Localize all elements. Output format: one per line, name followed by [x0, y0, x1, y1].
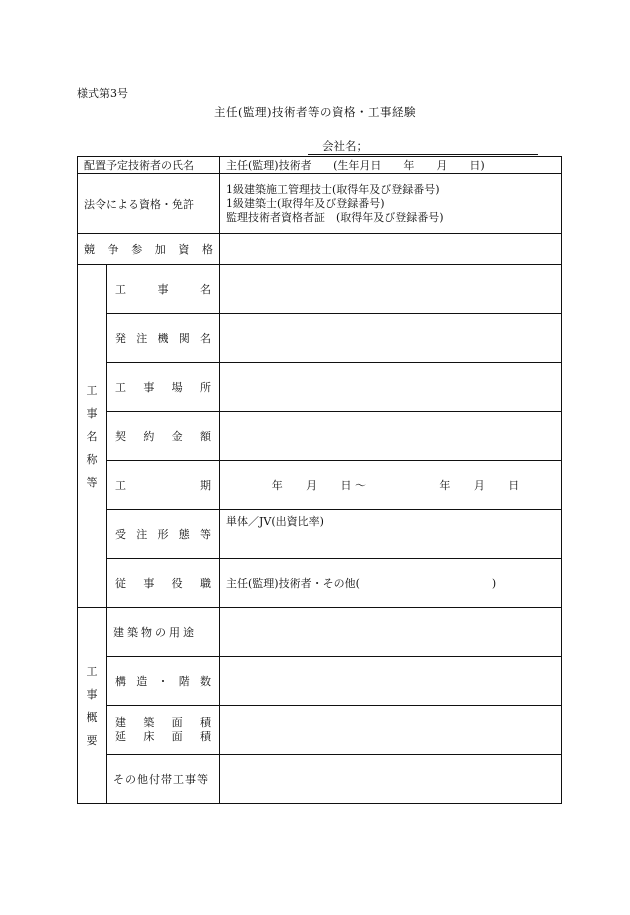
engineer-role-text: 主任(監理)技術者: [226, 159, 312, 172]
char: 数: [200, 675, 211, 688]
char: 争: [107, 243, 119, 256]
char: 等: [86, 475, 98, 489]
char: 等: [200, 528, 211, 541]
char: 注: [136, 332, 148, 345]
order-type-label: [107, 510, 220, 559]
char: 形: [157, 528, 169, 541]
other-work-label: その他付帯工事等: [107, 755, 220, 804]
char: 期: [200, 479, 211, 492]
char: 造: [136, 675, 148, 688]
usage-field[interactable]: [220, 608, 562, 657]
char: ・: [157, 675, 169, 688]
month-end: 月: [473, 479, 485, 492]
char: 機: [157, 332, 169, 345]
summary-group-label: [78, 608, 107, 804]
char: 契: [115, 430, 126, 443]
location-label: [107, 363, 220, 412]
row-location: [78, 363, 562, 412]
char: 態: [178, 528, 190, 541]
birthdate-text: (生年月日 年 月 日): [333, 159, 485, 172]
engineer-name-label: 配置予定技術者の氏名: [78, 157, 220, 174]
char: 構: [115, 675, 126, 688]
char: 資: [178, 243, 190, 256]
qualification-table: [77, 156, 562, 804]
area-field[interactable]: [220, 706, 562, 755]
order-type-field[interactable]: 単体／JV(出資比率): [220, 510, 562, 559]
char: 工: [115, 283, 126, 296]
char: 参: [131, 243, 143, 256]
char: 名: [200, 332, 211, 345]
competition-field[interactable]: [220, 234, 562, 265]
char: 格: [201, 243, 213, 256]
other-work-field[interactable]: [220, 755, 562, 804]
char: 従: [115, 577, 126, 590]
period-field[interactable]: [220, 461, 562, 510]
char: 受: [115, 528, 126, 541]
client-label: [107, 314, 220, 363]
char: 関: [178, 332, 190, 345]
row-competition: [78, 234, 562, 265]
period-label: [107, 461, 220, 510]
char: 延: [115, 730, 126, 743]
row-engineer-name: [78, 157, 562, 174]
structure-label: [107, 657, 220, 706]
usage-label: 建築物の用途: [107, 608, 220, 657]
license-line-3: 監理技術者資格者証 (取得年及び登録番号): [226, 210, 444, 224]
char: 職: [199, 577, 211, 590]
row-other: [78, 755, 562, 804]
license-field[interactable]: [220, 174, 562, 234]
year-start: 年: [271, 479, 283, 492]
char: 金: [171, 430, 183, 443]
char: 所: [199, 381, 211, 394]
char: 積: [199, 730, 211, 743]
char: 事: [143, 577, 155, 590]
area-label: [107, 706, 220, 755]
char: 階: [178, 675, 190, 688]
char: 事: [143, 381, 155, 394]
row-role: [78, 559, 562, 608]
row-order-type: [78, 510, 562, 559]
char: 概: [86, 710, 98, 724]
row-client: [78, 314, 562, 363]
char: 事: [86, 406, 98, 420]
char: 事: [86, 687, 98, 701]
license-line-2: 1級建築士(取得年及び登録番号): [226, 196, 385, 210]
year-end: 年: [439, 479, 451, 492]
license-line-1: 1級建築施工管理技士(取得年及び登録番号): [226, 182, 440, 196]
document-title: 主任(監理)技術者等の資格・工事経験: [214, 105, 416, 119]
char: 工: [86, 664, 98, 678]
char: 加: [154, 243, 166, 256]
row-project-name: [78, 265, 562, 314]
char: 称: [86, 452, 98, 466]
char: 積: [199, 716, 211, 729]
char: 競: [84, 243, 95, 256]
char: 場: [171, 381, 183, 394]
char: 事: [157, 283, 169, 296]
location-field[interactable]: [220, 363, 562, 412]
license-label: 法令による資格・免許: [78, 174, 220, 234]
row-structure: [78, 657, 562, 706]
client-field[interactable]: [220, 314, 562, 363]
day-start: 日 ～: [340, 479, 367, 492]
contract-field[interactable]: [220, 412, 562, 461]
month-start: 月: [306, 479, 318, 492]
char: 注: [136, 528, 148, 541]
char: 床: [143, 730, 155, 743]
char: 築: [143, 716, 155, 729]
engineer-name-field[interactable]: [220, 157, 562, 174]
char: 面: [171, 716, 183, 729]
char: 名: [86, 429, 98, 443]
char: 額: [199, 430, 211, 443]
row-license: [78, 174, 562, 234]
company-name-field[interactable]: [308, 138, 538, 155]
project-name-field[interactable]: [220, 265, 562, 314]
char: 面: [171, 730, 183, 743]
competition-label: [78, 234, 220, 265]
char: 役: [171, 577, 183, 590]
row-usage: [78, 608, 562, 657]
project-name-label: [107, 265, 220, 314]
char: 工: [115, 381, 126, 394]
role-label: [107, 559, 220, 608]
row-contract: [78, 412, 562, 461]
form-number: 様式第3号: [77, 87, 128, 100]
role-field[interactable]: 主任(監理)技術者・その他( ): [220, 559, 562, 608]
row-period: [78, 461, 562, 510]
char: 要: [86, 733, 98, 747]
char: 工: [115, 479, 126, 492]
row-area: [78, 706, 562, 755]
contract-label: [107, 412, 220, 461]
day-end: 日: [508, 479, 520, 492]
char: 発: [115, 332, 126, 345]
char: 工: [86, 383, 98, 397]
char: 名: [200, 283, 211, 296]
project-group-label: [78, 265, 107, 608]
company-label: 会社名；: [322, 139, 368, 153]
structure-field[interactable]: [220, 657, 562, 706]
char: 約: [143, 430, 155, 443]
char: 建: [115, 716, 126, 729]
